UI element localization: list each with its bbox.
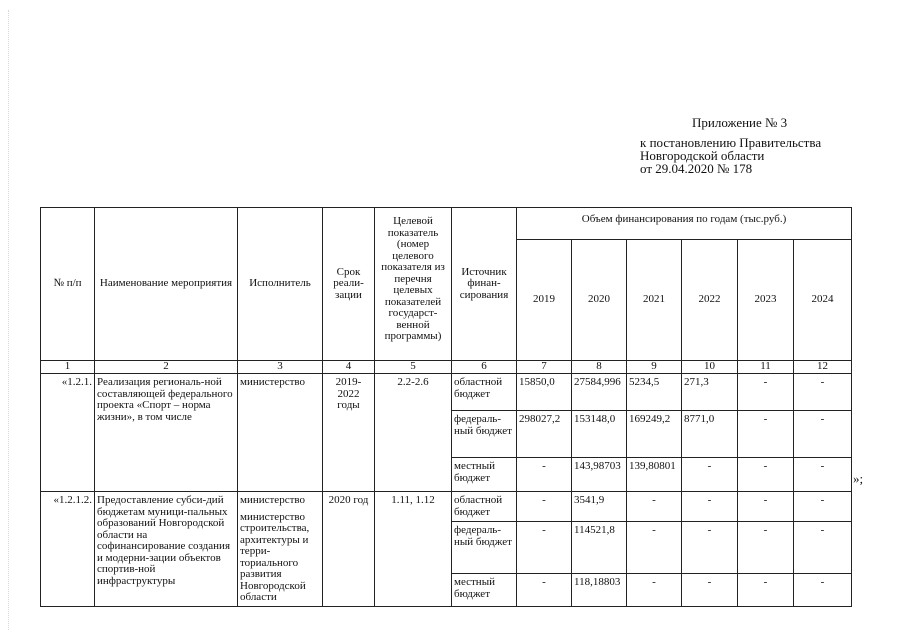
row-source: областной бюджет xyxy=(452,374,517,411)
value-cell: - xyxy=(517,458,572,492)
head-name: Наименование мероприятия xyxy=(95,208,238,361)
value-cell: - xyxy=(738,492,794,522)
closing-quote: »; xyxy=(853,471,864,486)
value-cell: - xyxy=(517,574,572,607)
row-target: 1.11, 1.12 xyxy=(375,492,452,607)
head-year: 2019 xyxy=(517,240,572,361)
value-cell: 15850,0 xyxy=(517,374,572,411)
appendix-title: Приложение № 3 xyxy=(692,115,788,130)
value-cell: - xyxy=(794,458,852,492)
value-cell: - xyxy=(738,522,794,574)
financing-table xyxy=(40,207,852,607)
col-number: 8 xyxy=(572,361,627,374)
value-cell: 271,3 xyxy=(682,374,738,411)
head-year: 2023 xyxy=(738,240,794,361)
table-row xyxy=(41,492,852,522)
appendix-line-3: от 29.04.2020 № 178 xyxy=(640,161,753,176)
head-volume: Объем финансирования по годам (тыс.руб.) xyxy=(517,208,852,240)
value-cell: - xyxy=(738,458,794,492)
value-cell: 153148,0 xyxy=(572,411,627,458)
value-cell: 3541,9 xyxy=(572,492,627,522)
row-executor-2: министерство строительства, архитектуры и терри-ториального развития Новгородской области xyxy=(240,510,310,603)
value-cell: - xyxy=(517,492,572,522)
value-cell: - xyxy=(794,522,852,574)
row-source: федераль-ный бюджет xyxy=(452,522,517,574)
col-number: 9 xyxy=(627,361,682,374)
value-cell: - xyxy=(627,492,682,522)
value-cell: 8771,0 xyxy=(682,411,738,458)
col-number: 1 xyxy=(41,361,95,374)
value-cell: 139,80801 xyxy=(627,458,682,492)
head-year: 2024 xyxy=(794,240,852,361)
value-cell: - xyxy=(738,374,794,411)
head-year: 2021 xyxy=(627,240,682,361)
head-executor: Исполнитель xyxy=(238,208,323,361)
head-num: № п/п xyxy=(41,208,95,361)
value-cell: - xyxy=(794,374,852,411)
row-source: областной бюджет xyxy=(452,492,517,522)
row-name: Реализация региональ-ной составляющей федерального проекта «Спорт – норма жизни», в том числе xyxy=(95,374,238,492)
row-term: 2020 год xyxy=(323,492,375,607)
head-year: 2022 xyxy=(682,240,738,361)
row-executor: министерство xyxy=(240,494,306,506)
row-executor: министерство xyxy=(238,374,323,492)
header-row xyxy=(41,208,852,240)
value-cell: - xyxy=(682,458,738,492)
table-row xyxy=(41,374,852,411)
value-cell: - xyxy=(627,574,682,607)
col-number: 6 xyxy=(452,361,517,374)
value-cell: - xyxy=(682,522,738,574)
col-number: 2 xyxy=(95,361,238,374)
value-cell: 27584,996 xyxy=(572,374,627,411)
appendix-line-2: Новгородской области xyxy=(640,148,765,163)
value-cell: - xyxy=(517,522,572,574)
value-cell: 5234,5 xyxy=(627,374,682,411)
col-number: 10 xyxy=(682,361,738,374)
row-source: местный бюджет xyxy=(452,458,517,492)
value-cell: - xyxy=(794,411,852,458)
row-term: 2019-2022 годы xyxy=(323,374,375,492)
value-cell: - xyxy=(682,574,738,607)
row-source: местный бюджет xyxy=(452,574,517,607)
value-cell: 118,18803 xyxy=(572,574,627,607)
value-cell: - xyxy=(738,574,794,607)
value-cell: 143,98703 xyxy=(572,458,627,492)
value-cell: - xyxy=(738,411,794,458)
value-cell: 114521,8 xyxy=(572,522,627,574)
row-executor-cell xyxy=(238,492,323,607)
row-num: «1.2.1. xyxy=(41,374,95,492)
row-num: «1.2.1.2. xyxy=(41,492,95,607)
numbering-row xyxy=(41,361,852,374)
value-cell: - xyxy=(794,574,852,607)
row-name: Предоставление субси-дий бюджетам муници-пальных образований Новгородской области на софинансирование создания и модерни-зации объектов спортив-ной инфраструктуры xyxy=(95,492,238,607)
value-cell: 169249,2 xyxy=(627,411,682,458)
head-source: Источник финан-сирования xyxy=(452,208,517,361)
value-cell: - xyxy=(627,522,682,574)
col-number: 12 xyxy=(794,361,852,374)
row-source: федераль-ный бюджет xyxy=(452,411,517,458)
col-number: 7 xyxy=(517,361,572,374)
page-edge xyxy=(8,10,9,630)
head-year: 2020 xyxy=(572,240,627,361)
head-term: Срок реали-зации xyxy=(323,208,375,361)
value-cell: 298027,2 xyxy=(517,411,572,458)
col-number: 4 xyxy=(323,361,375,374)
head-target: Целевой показатель (номер целевого показателя из перечня целевых показателей государст-венной программы) xyxy=(375,208,452,361)
col-number: 3 xyxy=(238,361,323,374)
col-number: 11 xyxy=(738,361,794,374)
appendix-line-1: к постановлению Правительства xyxy=(640,135,822,150)
col-number: 5 xyxy=(375,361,452,374)
row-target: 2.2-2.6 xyxy=(375,374,452,492)
value-cell: - xyxy=(794,492,852,522)
value-cell: - xyxy=(682,492,738,522)
